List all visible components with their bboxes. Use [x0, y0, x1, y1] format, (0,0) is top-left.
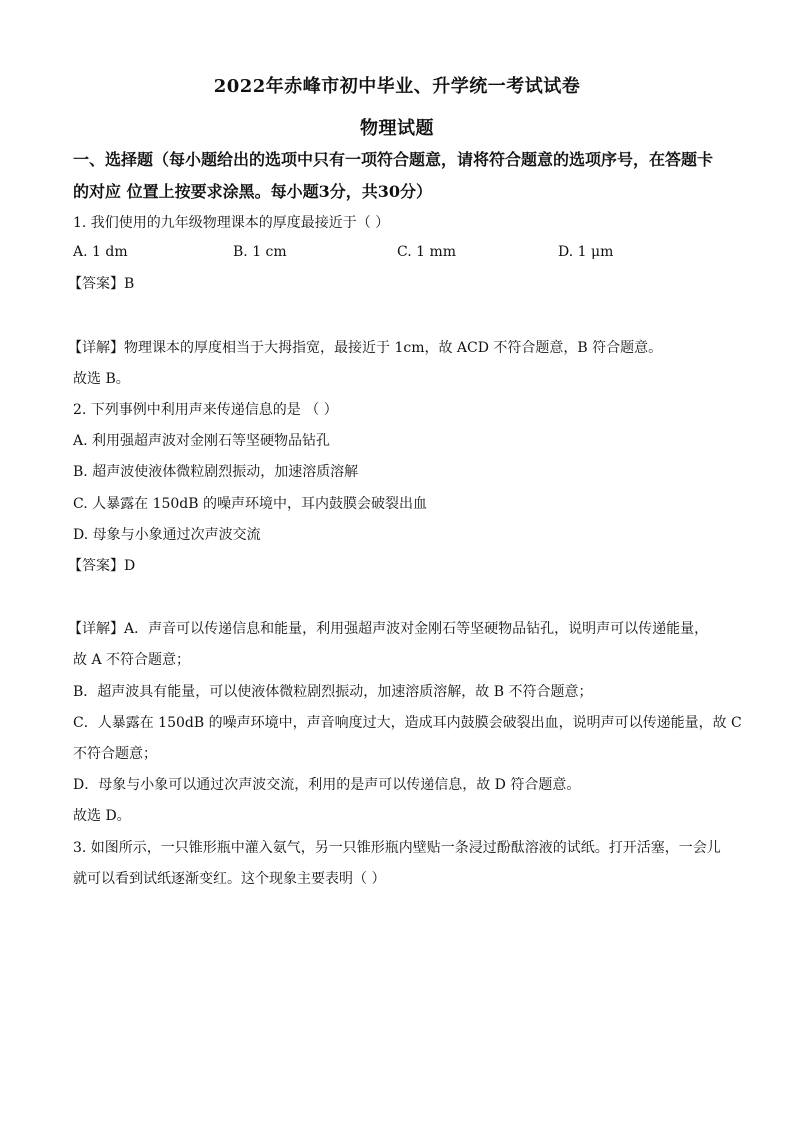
q1-option-c: C. 1 mm [397, 244, 457, 260]
q1-explanation: 【详解】物理课本的厚度相当于大拇指宽，最接近于 1cm，故 ACD 不符合题意，B 符合题意。 [68, 340, 663, 356]
q2-option-b: B. 超声波使液体微粒剧烈振动，加速溶质溶解 [73, 464, 359, 480]
q3-stem-line-1: 3. 如图所示，一只锥形瓶中灌入氨气，另一只锥形瓶内壁贴一条浸过酚酞溶液的试纸。打开活塞，一会儿 [73, 840, 721, 856]
q2-stem: 2. 下列事例中利用声来传递信息的是 （ ） [73, 402, 338, 418]
q2-explanation-line-5: 不符合题意； [73, 746, 157, 762]
q2-option-a: A. 利用强超声波对金刚石等坚硬物品钻孔 [73, 433, 331, 449]
q2-explanation-line-3: B．超声波具有能量，可以使液体微粒剧烈振动，加速溶质溶解，故 B 不符合题意； [73, 684, 593, 700]
q2-option-c: C. 人暴露在 150dB 的噪声环境中，耳内鼓膜会破裂出血 [73, 496, 427, 512]
q1-option-d: D. 1 μm [558, 244, 614, 260]
exam-title: 2022年赤峰市初中毕业、升学统一考试试卷 [213, 76, 581, 97]
q2-explanation-line-4: C．人暴露在 150dB 的噪声环境中，声音响度过大，造成耳内鼓膜会破裂出血，说明声可以传递能量，故 C [73, 715, 742, 731]
q2-explanation-line-6: D．母象与小象可以通过次声波交流，利用的是声可以传递信息，故 D 符合题意。 [73, 777, 581, 793]
section-heading-line-2: 的对应 位置上按要求涂黑。每小题3分，共30分） [73, 182, 432, 201]
section-heading-line-1: 一、选择题（每小题给出的选项中只有一项符合题意，请将符合题意的选项序号，在答题卡 [73, 150, 714, 169]
exam-subtitle: 物理试题 [360, 118, 434, 139]
q1-option-b: B. 1 cm [233, 244, 287, 260]
q2-conclusion: 故选 D。 [73, 808, 131, 824]
q3-stem-line-2: 就可以看到试纸逐渐变红。这个现象主要表明（ ） [73, 871, 386, 887]
q1-conclusion: 故选 B。 [73, 371, 130, 387]
q2-explanation-line-2: 故 A 不符合题意； [73, 652, 191, 668]
q2-option-d: D. 母象与小象通过次声波交流 [73, 527, 261, 543]
q1-option-a: A. 1 dm [73, 244, 128, 260]
q2-explanation-line-1: 【详解】A．声音可以传递信息和能量，利用强超声波对金刚石等坚硬物品钻孔，说明声可以传递能量， [68, 621, 709, 637]
q2-answer: 【答案】D [68, 558, 136, 574]
q1-stem: 1. 我们使用的九年级物理课本的厚度最接近于（ ） [73, 215, 390, 231]
q1-answer: 【答案】B [68, 276, 135, 292]
